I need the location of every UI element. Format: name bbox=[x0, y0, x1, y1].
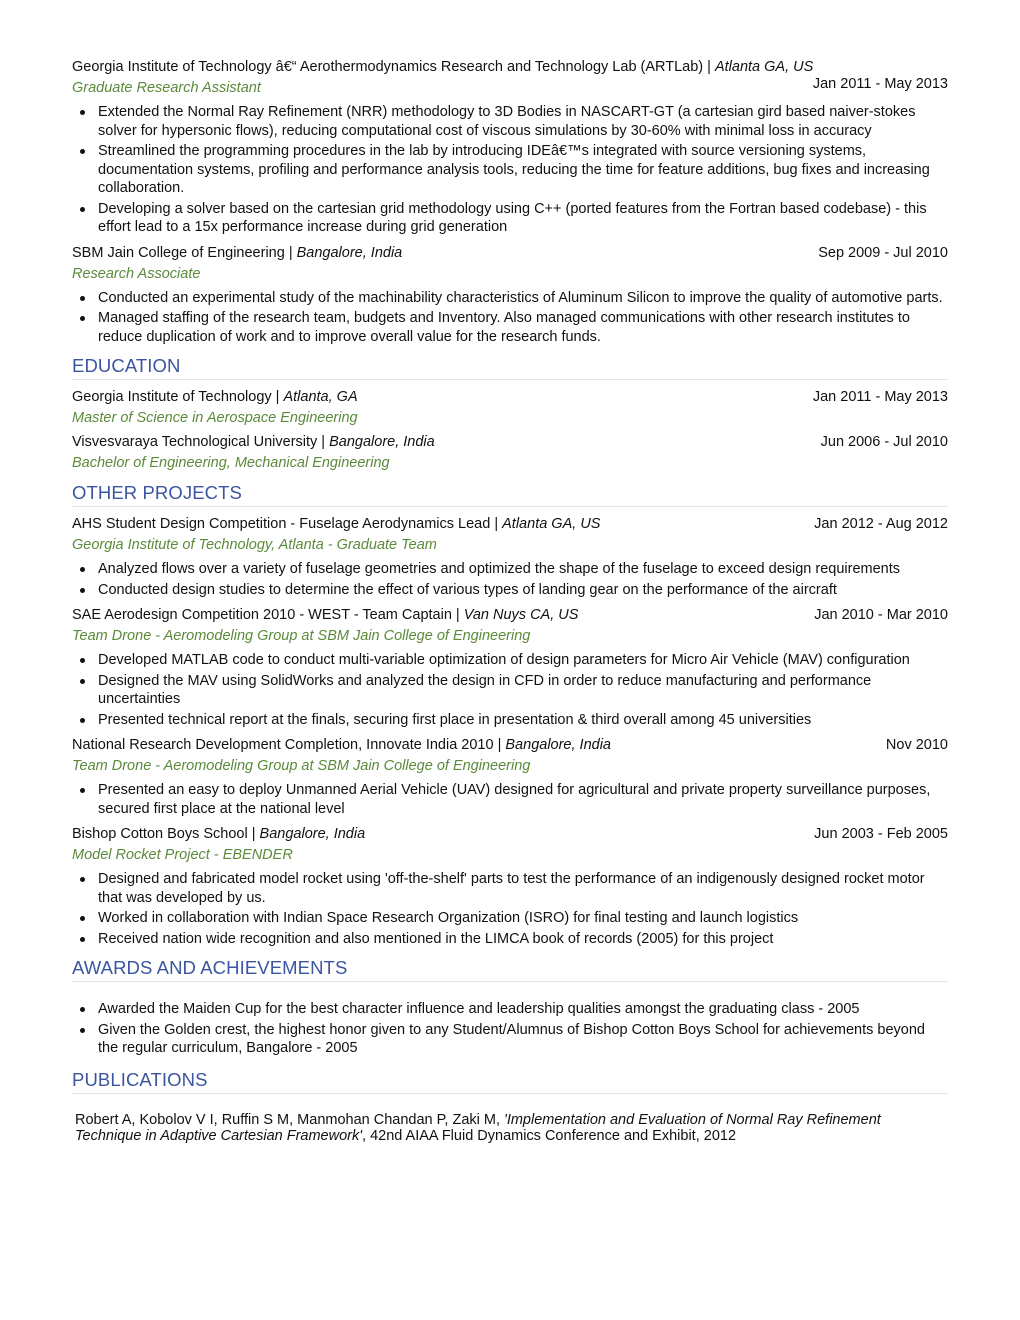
list-item: Designed and fabricated model rocket using 'off-the-shelf' parts to test the performance of an indigenously designed rocket motor that was developed by us. bbox=[98, 870, 948, 907]
experience-entry bbox=[72, 243, 948, 347]
awards-list bbox=[72, 1000, 948, 1058]
list-item: Given the Golden crest, the highest honor given to any Student/Alumnus of Bishop Cotton Boys School for achievements beyond the regular curriculum, Bangalore - 2005 bbox=[98, 1021, 948, 1058]
list-item: Worked in collaboration with Indian Space Research Organization (ISRO) for final testing and launch logistics bbox=[98, 909, 948, 928]
list-item: Managed staffing of the research team, budgets and Inventory. Also managed communications with other research institutes to reduce duplication of work and to improve overall value for the research funds. bbox=[98, 309, 948, 346]
separator: | bbox=[247, 826, 260, 842]
role-title: Team Drone - Aeromodeling Group at SBM Jain College of Engineering bbox=[72, 758, 531, 774]
list-item: Developed MATLAB code to conduct multi-variable optimization of design parameters for Micro Air Vehicle (MAV) configuration bbox=[98, 651, 948, 670]
section-title-awards: AWARDS AND ACHIEVEMENTS bbox=[72, 956, 948, 982]
bullet-list bbox=[72, 560, 948, 599]
list-item: Extended the Normal Ray Refinement (NRR) methodology to 3D Bodies in NASCART-GT (a cartesian gird based naiver-stokes solver for hypersonic flows), reducing computational cost of viscous simulations by 30-60% with minimal loss in accuracy bbox=[98, 103, 948, 140]
separator: | bbox=[271, 389, 284, 405]
role-title: Research Associate bbox=[72, 265, 201, 282]
list-item: Awarded the Maiden Cup for the best character influence and leadership qualities amongst the graduating class - 2005 bbox=[98, 1000, 948, 1019]
list-item: Developing a solver based on the cartesian grid methodology using C++ (ported features from the Fortran based codebase) - this effort lead to a 15x performance increase during grid generation bbox=[98, 200, 948, 237]
entry-header bbox=[72, 243, 948, 263]
organization: SAE Aerodesign Competition 2010 - WEST - Team Captain bbox=[72, 607, 452, 623]
publication-title: 'Implementation and Evaluation of Normal Ray Refinement Technique in Adaptive Cartesian Framework' bbox=[75, 1111, 881, 1144]
section-title-projects: OTHER PROJECTS bbox=[72, 481, 948, 507]
list-item: Conducted an experimental study of the machinability characteristics of Aluminum Silicon to improve the quality of automotive parts. bbox=[98, 289, 948, 308]
date-range: Jan 2011 - May 2013 bbox=[812, 76, 948, 92]
project-entry bbox=[72, 824, 948, 948]
list-item: Streamlined the programming procedures in the lab by introducing IDEâ€™s integrated with source versioning systems, documentation systems, profiling and performance analysis tools, reducing the time for feature additions, bug fixes and increasing collaboration. bbox=[98, 142, 948, 198]
list-item: Presented an easy to deploy Unmanned Aerial Vehicle (UAV) designed for agricultural and private property surveillance purposes, secured first place at the national level bbox=[98, 781, 948, 818]
role-title: Graduate Research Assistant bbox=[72, 80, 261, 96]
location: Bangalore, India bbox=[259, 826, 366, 842]
list-item: Designed the MAV using SolidWorks and analyzed the design in CFD in order to reduce manufacturing and performance uncertainties bbox=[98, 672, 948, 709]
location: Atlanta, GA bbox=[283, 389, 358, 405]
date-range: Jan 2012 - Aug 2012 bbox=[814, 516, 948, 532]
organization: Georgia Institute of Technology â€“ Aerothermodynamics Research and Technology Lab (ARTLab) bbox=[72, 59, 704, 75]
location: Atlanta GA, US bbox=[714, 59, 814, 75]
entry-header bbox=[72, 824, 948, 844]
bullet-list bbox=[72, 103, 948, 237]
separator: | bbox=[284, 244, 297, 261]
bullet-list bbox=[72, 289, 948, 347]
entry-header bbox=[72, 387, 948, 407]
bullet-list bbox=[72, 651, 948, 729]
list-item: Analyzed flows over a variety of fuselage geometries and optimized the shape of the fuselage to exceed design requirements bbox=[98, 560, 948, 579]
list-item: Conducted design studies to determine the effect of various types of landing gear on the performance of the aircraft bbox=[98, 581, 948, 600]
entry-header bbox=[72, 514, 948, 534]
date-range: Jan 2010 - Mar 2010 bbox=[814, 607, 948, 623]
location: Van Nuys CA, US bbox=[463, 607, 579, 623]
organization: Visvesvaraya Technological University bbox=[72, 434, 318, 450]
project-entry bbox=[72, 735, 948, 818]
publication-authors: Robert A, Kobolov V I, Ruffin S M, Manmohan Chandan P, Zaki M, bbox=[75, 1111, 505, 1128]
section-title-education: EDUCATION bbox=[72, 354, 948, 380]
separator: | bbox=[703, 59, 715, 75]
experience-entry bbox=[72, 57, 948, 237]
project-entry bbox=[72, 605, 948, 729]
education-entry bbox=[72, 387, 948, 428]
resume-page bbox=[72, 57, 948, 1144]
project-entry bbox=[72, 514, 948, 599]
date-range: Jun 2003 - Feb 2005 bbox=[814, 826, 948, 842]
education-entry bbox=[72, 432, 948, 473]
location: Bangalore, India bbox=[329, 434, 435, 450]
role-title: Team Drone - Aeromodeling Group at SBM Jain College of Engineering bbox=[72, 628, 531, 644]
section-title-publications: PUBLICATIONS bbox=[72, 1068, 948, 1094]
degree-title: Master of Science in Aerospace Engineering bbox=[72, 410, 358, 426]
publication-entry bbox=[75, 1112, 948, 1144]
separator: | bbox=[317, 434, 330, 450]
date-range: Nov 2010 bbox=[885, 737, 948, 753]
degree-title: Bachelor of Engineering, Mechanical Engineering bbox=[72, 455, 390, 471]
separator: | bbox=[451, 607, 464, 623]
bullet-list bbox=[72, 870, 948, 948]
list-item: Presented technical report at the finals, securing first place in presentation & third overall among 45 universities bbox=[98, 711, 948, 730]
organization: Bishop Cotton Boys School bbox=[72, 826, 248, 842]
bullet-list bbox=[72, 781, 948, 818]
organization: AHS Student Design Competition - Fuselage Aerodynamics Lead bbox=[72, 516, 491, 532]
role-title: Georgia Institute of Technology, Atlanta - Graduate Team bbox=[72, 537, 437, 553]
date-range: Sep 2009 - Jul 2010 bbox=[818, 244, 948, 261]
list-item: Received nation wide recognition and also mentioned in the LIMCA book of records (2005) for this project bbox=[98, 930, 948, 949]
location: Bangalore, India bbox=[505, 737, 611, 753]
location: Atlanta GA, US bbox=[502, 516, 601, 532]
publication-venue: , 42nd AIAA Fluid Dynamics Conference and Exhibit, 2012 bbox=[362, 1127, 737, 1144]
organization: Georgia Institute of Technology bbox=[72, 389, 272, 405]
entry-header bbox=[72, 605, 948, 625]
date-range: Jun 2006 - Jul 2010 bbox=[820, 434, 948, 450]
separator: | bbox=[490, 516, 503, 532]
organization: SBM Jain College of Engineering bbox=[72, 244, 285, 261]
role-title: Model Rocket Project - EBENDER bbox=[72, 847, 293, 863]
date-range: Jan 2011 - May 2013 bbox=[812, 389, 948, 405]
entry-header bbox=[72, 735, 948, 755]
separator: | bbox=[493, 737, 506, 753]
organization: National Research Development Completion, Innovate India 2010 bbox=[72, 737, 494, 753]
entry-header bbox=[72, 432, 948, 452]
location: Bangalore, India bbox=[296, 244, 403, 261]
